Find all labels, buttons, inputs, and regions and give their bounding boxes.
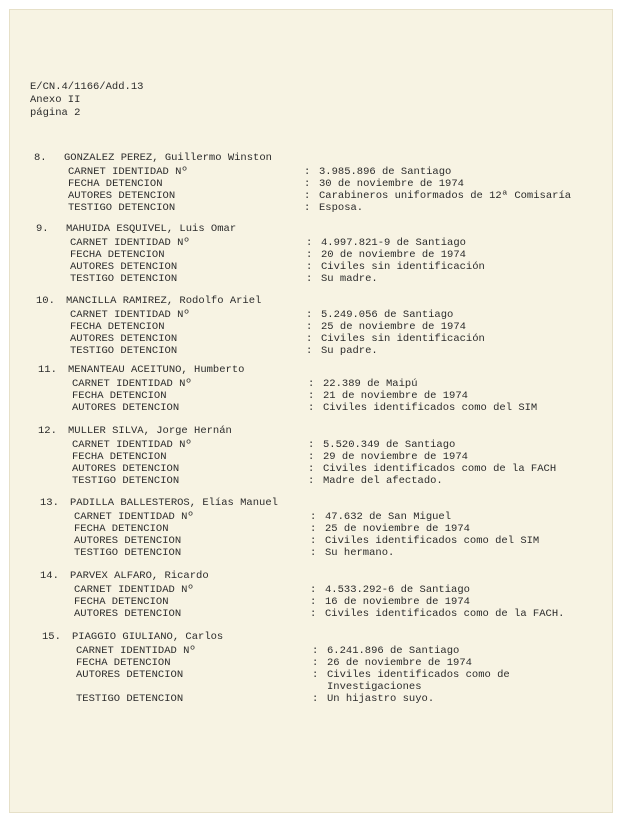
- field-label: FECHA DETENCION: [74, 596, 169, 608]
- entry-field-row: [34, 178, 554, 190]
- entry-field-row: [40, 547, 560, 559]
- field-colon: :: [308, 463, 315, 475]
- field-label: AUTORES DETENCION: [76, 669, 184, 681]
- field-label: AUTORES DETENCION: [72, 402, 180, 414]
- field-value: Civiles identificados como del SIM: [323, 402, 538, 414]
- entry-number: 11.: [38, 364, 57, 376]
- field-colon: :: [306, 345, 313, 357]
- field-colon: :: [308, 439, 315, 451]
- field-value: 26 de noviembre de 1974: [327, 657, 472, 669]
- field-colon: :: [304, 202, 311, 214]
- document-page: [9, 9, 613, 813]
- field-value: 5.249.056 de Santiago: [321, 309, 454, 321]
- field-value: Civiles identificados como del SIM: [325, 535, 540, 547]
- field-label: FECHA DETENCION: [70, 249, 165, 261]
- field-value: Civiles identificados como de la FACH: [323, 463, 557, 475]
- field-label: TESTIGO DETENCION: [76, 693, 184, 705]
- field-label: CARNET IDENTIDAD Nº: [74, 511, 194, 523]
- entry-field-row: [34, 190, 572, 202]
- field-colon: :: [312, 669, 319, 681]
- field-label: AUTORES DETENCION: [68, 190, 176, 202]
- entry-field-row: [42, 681, 562, 693]
- entry-field-row: [42, 693, 562, 705]
- field-label: TESTIGO DETENCION: [70, 345, 178, 357]
- field-colon: :: [310, 511, 317, 523]
- field-label: CARNET IDENTIDAD Nº: [76, 645, 196, 657]
- field-value: 47.632 de San Miguel: [325, 511, 452, 523]
- field-colon: :: [308, 451, 315, 463]
- field-label: FECHA DETENCION: [72, 390, 167, 402]
- field-label: FECHA DETENCION: [76, 657, 171, 669]
- entry-field-row: [38, 463, 558, 475]
- field-value: 30 de noviembre de 1974: [319, 178, 464, 190]
- annex-label: Anexo II: [30, 94, 81, 106]
- field-label: AUTORES DETENCION: [74, 608, 182, 620]
- field-colon: :: [310, 608, 317, 620]
- entry-field-row: [36, 237, 556, 249]
- field-value: 3.985.896 de Santiago: [319, 166, 452, 178]
- entry-field-row: [42, 645, 562, 657]
- field-value: Civiles sin identificación: [321, 333, 485, 345]
- entry-field-row: [42, 657, 562, 669]
- field-label: FECHA DETENCION: [68, 178, 163, 190]
- field-value: Madre del afectado.: [323, 475, 443, 487]
- field-label: CARNET IDENTIDAD Nº: [70, 237, 190, 249]
- entry-field-row: [38, 378, 558, 390]
- entry-number: 9.: [36, 223, 49, 235]
- field-colon: :: [306, 321, 313, 333]
- field-colon: :: [306, 249, 313, 261]
- field-colon: :: [310, 596, 317, 608]
- field-value: 22.389 de Maipú: [323, 378, 418, 390]
- field-value: Su madre.: [321, 273, 378, 285]
- field-label: TESTIGO DETENCION: [70, 273, 178, 285]
- entry-field-row: [34, 166, 554, 178]
- entry-field-row: [36, 345, 556, 357]
- field-value: 29 de noviembre de 1974: [323, 451, 468, 463]
- field-colon: :: [306, 237, 313, 249]
- field-colon: :: [310, 535, 317, 547]
- field-value: 6.241.896 de Santiago: [327, 645, 460, 657]
- entry-field-row: [40, 535, 560, 547]
- field-value: Su padre.: [321, 345, 378, 357]
- entry-number: 10.: [36, 295, 55, 307]
- field-value: 20 de noviembre de 1974: [321, 249, 466, 261]
- detainee-name: MANCILLA RAMIREZ, Rodolfo Ariel: [66, 295, 262, 307]
- entry-field-row: [42, 669, 562, 681]
- entry-number: 15.: [42, 631, 61, 643]
- field-value: Investigaciones: [327, 681, 422, 693]
- field-colon: :: [308, 378, 315, 390]
- field-value: Carabineros uniformados de 12ª Comisaría: [319, 190, 572, 202]
- entry-field-row: [36, 261, 556, 273]
- field-colon: :: [310, 523, 317, 535]
- detainee-name: MENANTEAU ACEITUNO, Humberto: [68, 364, 245, 376]
- field-label: CARNET IDENTIDAD Nº: [70, 309, 190, 321]
- detainee-name: PADILLA BALLESTEROS, Elías Manuel: [70, 497, 278, 509]
- field-value: Un hijastro suyo.: [327, 693, 435, 705]
- field-label: FECHA DETENCION: [74, 523, 169, 535]
- field-label: TESTIGO DETENCION: [74, 547, 182, 559]
- field-value: Civiles identificados como de la FACH.: [325, 608, 565, 620]
- field-label: CARNET IDENTIDAD Nº: [72, 439, 192, 451]
- field-colon: :: [308, 390, 315, 402]
- page-label: página 2: [30, 107, 81, 119]
- field-value: Esposa.: [319, 202, 364, 214]
- detainee-name: PARVEX ALFARO, Ricardo: [70, 570, 209, 582]
- field-value: 16 de noviembre de 1974: [325, 596, 470, 608]
- detainee-name: PIAGGIO GIULIANO, Carlos: [72, 631, 224, 643]
- field-value: 5.520.349 de Santiago: [323, 439, 456, 451]
- field-label: CARNET IDENTIDAD Nº: [68, 166, 188, 178]
- entry-field-row: [38, 475, 558, 487]
- entry-field-row: [38, 451, 558, 463]
- field-colon: :: [306, 273, 313, 285]
- entry-number: 8.: [34, 152, 47, 164]
- field-colon: :: [308, 402, 315, 414]
- field-colon: :: [310, 584, 317, 596]
- entry-field-row: [36, 249, 556, 261]
- field-label: CARNET IDENTIDAD Nº: [72, 378, 192, 390]
- field-colon: :: [306, 261, 313, 273]
- field-label: FECHA DETENCION: [70, 321, 165, 333]
- field-colon: :: [306, 333, 313, 345]
- entry-field-row: [36, 273, 556, 285]
- document-symbol: E/CN.4/1166/Add.13: [30, 81, 144, 93]
- field-label: AUTORES DETENCION: [72, 463, 180, 475]
- field-colon: :: [312, 693, 319, 705]
- detainee-name: MULLER SILVA, Jorge Hernán: [68, 425, 232, 437]
- entry-field-row: [36, 333, 556, 345]
- entry-field-row: [38, 402, 558, 414]
- detainee-name: GONZALEZ PEREZ, Guillermo Winston: [64, 152, 272, 164]
- field-value: 4.533.292-6 de Santiago: [325, 584, 470, 596]
- entry-field-row: [40, 584, 560, 596]
- field-value: 4.997.821-9 de Santiago: [321, 237, 466, 249]
- field-colon: :: [304, 178, 311, 190]
- entry-field-row: [40, 511, 560, 523]
- entry-field-row: [40, 523, 560, 535]
- field-colon: :: [308, 475, 315, 487]
- field-label: AUTORES DETENCION: [70, 333, 178, 345]
- field-colon: :: [310, 547, 317, 559]
- entry-number: 14.: [40, 570, 59, 582]
- entry-field-row: [40, 608, 565, 620]
- field-colon: :: [312, 645, 319, 657]
- field-label: AUTORES DETENCION: [70, 261, 178, 273]
- entry-field-row: [38, 439, 558, 451]
- entry-number: 12.: [38, 425, 57, 437]
- field-label: AUTORES DETENCION: [74, 535, 182, 547]
- document-header: [30, 81, 143, 120]
- field-value: 25 de noviembre de 1974: [321, 321, 466, 333]
- detainee-name: MAHUIDA ESQUIVEL, Luis Omar: [66, 223, 237, 235]
- field-label: CARNET IDENTIDAD Nº: [74, 584, 194, 596]
- entry-number: 13.: [40, 497, 59, 509]
- field-label: FECHA DETENCION: [72, 451, 167, 463]
- field-colon: :: [304, 190, 311, 202]
- field-colon: :: [306, 309, 313, 321]
- entry-field-row: [34, 202, 554, 214]
- field-value: 25 de noviembre de 1974: [325, 523, 470, 535]
- entry-field-row: [38, 390, 558, 402]
- entry-field-row: [36, 309, 556, 321]
- field-value: Civiles sin identificación: [321, 261, 485, 273]
- field-label: TESTIGO DETENCION: [72, 475, 180, 487]
- field-colon: :: [312, 657, 319, 669]
- entry-field-row: [36, 321, 556, 333]
- field-value: Civiles identificados como de: [327, 669, 510, 681]
- entry-field-row: [40, 596, 560, 608]
- field-label: TESTIGO DETENCION: [68, 202, 176, 214]
- field-value: Su hermano.: [325, 547, 395, 559]
- field-value: 21 de noviembre de 1974: [323, 390, 468, 402]
- field-colon: :: [304, 166, 311, 178]
